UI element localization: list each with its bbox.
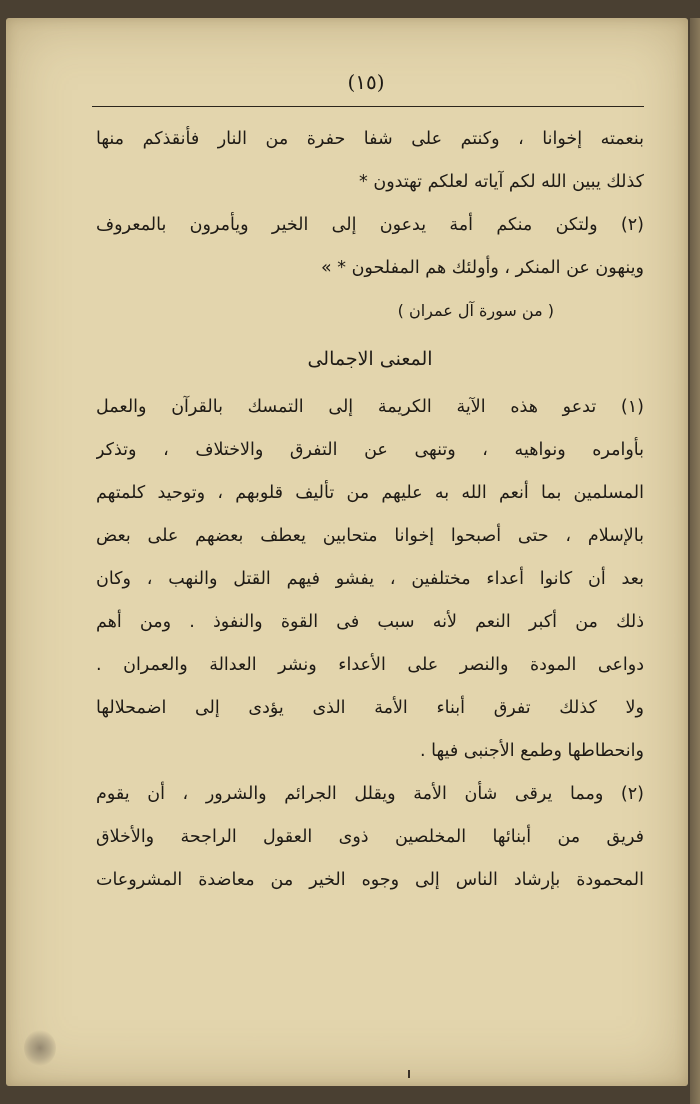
verse-line: (٢) ولتكن منكم أمة يدعون إلى الخير ويأمرون بالمعروف: [96, 215, 644, 235]
verse-line: كذلك يبين الله لكم آياته لعلكم تهتدون *: [359, 172, 644, 192]
paragraph-line: بالإسلام ، حتى أصبحوا إخوانا متحابين يعطف بعضهم على بعض: [96, 526, 644, 546]
header-rule: [92, 106, 644, 107]
verse-source: ( من سورة آل عمران ): [397, 301, 554, 320]
paragraph-line: المحمودة بإرشاد الناس إلى وجوه الخير من معاضدة المشروعات: [96, 870, 644, 890]
verse-line: وينهون عن المنكر ، وأولئك هم المفلحون * »: [321, 258, 644, 278]
footer-mark: [408, 1070, 410, 1078]
paragraph-line: المسلمين بما أنعم الله به عليهم من تأليف قلوبهم ، وتوحيد كلمتهم: [96, 483, 644, 503]
paragraph-line: (٢) ومما يرقى شأن الأمة ويقلل الجرائم والشرور ، أن يقوم: [96, 784, 644, 804]
paragraph-line: فريق من أبنائها المخلصين ذوى العقول الراجحة والأخلاق: [96, 827, 644, 847]
verse-line: بنعمته إخوانا ، وكنتم على شفا حفرة من النار فأنقذكم منها: [96, 129, 644, 149]
paragraph-line: ذلك من أكبر النعم لأنه سبب فى القوة والنفوذ . ومن أهم: [96, 612, 644, 632]
paragraph-line: وانحطاطها وطمع الأجنبى فيها .: [420, 741, 644, 761]
paragraph-line: دواعى المودة والنصر على الأعداء ونشر العدالة والعمران .: [96, 655, 644, 675]
paragraph-line: بأوامره ونواهيه ، وتنهى عن التفرق والاختلاف ، وتذكر: [96, 440, 644, 460]
ink-stain: [24, 1030, 56, 1066]
paragraph-line: بعد أن كانوا أعداء مختلفين ، يفشو فيهم القتل والنهب ، وكان: [96, 569, 644, 589]
page-edge: [690, 18, 700, 1104]
page-number: (١٥): [347, 70, 385, 94]
page-body: [96, 118, 644, 902]
paragraph-line: (١) تدعو هذه الآية الكريمة إلى التمسك بالقرآن والعمل: [96, 397, 644, 417]
paragraph-line: ولا كذلك تفرق أبناء الأمة الذى يؤدى إلى اضمحلالها: [96, 698, 644, 718]
section-title: المعنى الاجمالى: [307, 348, 433, 370]
